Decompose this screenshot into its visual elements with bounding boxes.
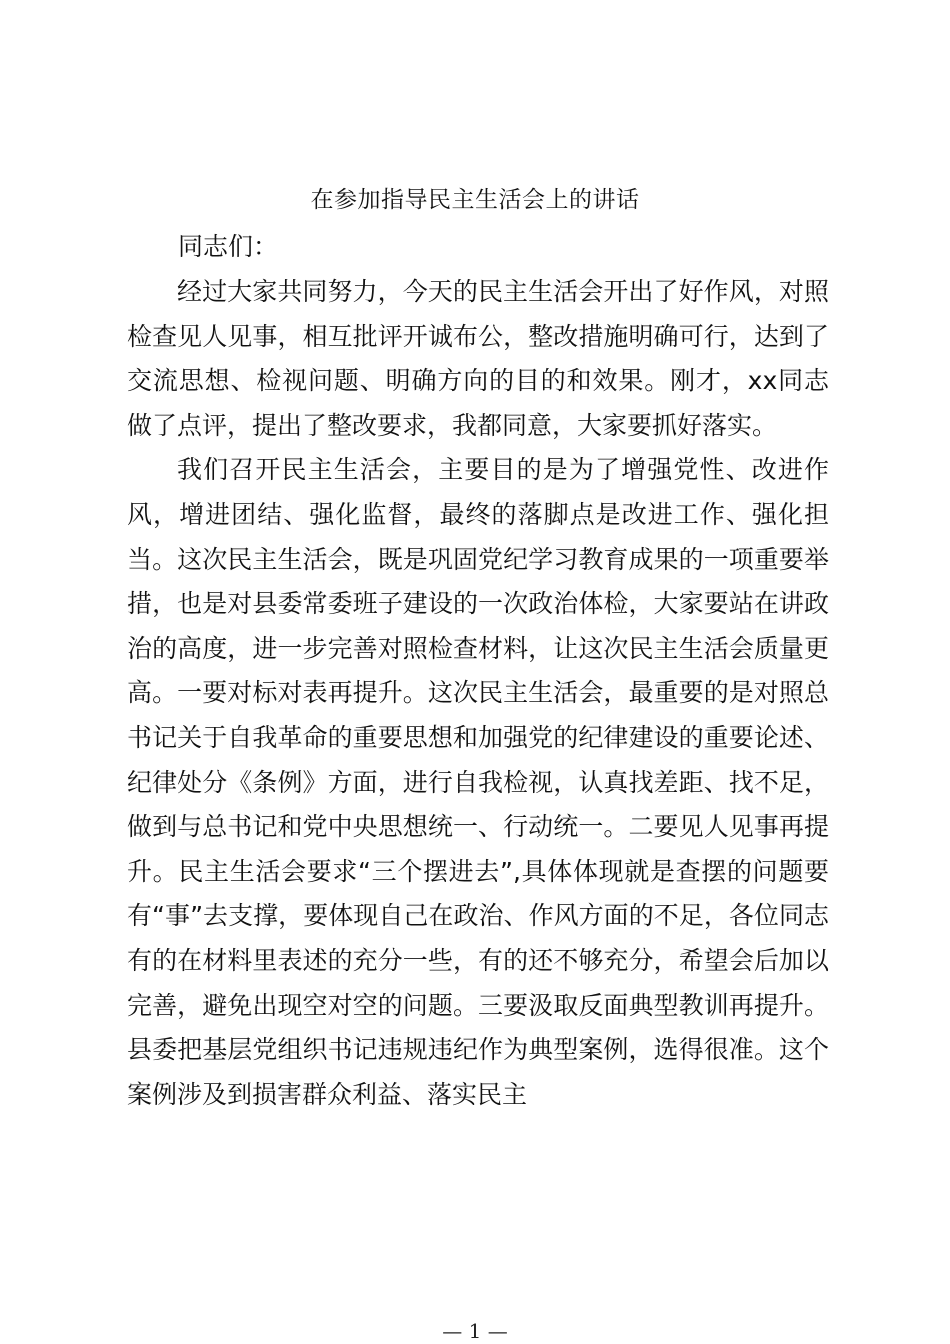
salutation: 同志们： xyxy=(178,232,279,261)
document-title: 在参加指导民主生活会上的讲话 xyxy=(310,187,640,213)
paragraph-1: 经过大家共同努力，今天的民主生活会开出了好作风，对照检查见人见事，相互批评开诚布公，整改措施明确可行，达到了交流思想、检视问题、明确方向的目的和效果。刚才，xx同志做了点评，提出了整改要求，我都同意，大家要抓好落实。 xyxy=(127,277,829,440)
document-body xyxy=(127,270,829,1117)
paragraph-2: 我们召开民主生活会，主要目的是为了增强党性、改进作风，增进团结、强化监督，最终的落脚点是改进工作、强化担当。这次民主生活会，既是巩固党纪学习教育成果的一项重要举措，也是对县委常委班子建设的一次政治体检，大家要站在讲政治的高度，进一步完善对照检查材料，让这次民主生活会质量更高。一要对标对表再提升。这次民主生活会，最重要的是对照总书记关于自我革命的重要思想和加强党的纪律建设的重要论述、纪律处分《条例》方面，进行自我检视，认真找差距、找不足，做到与总书记和党中央思想统一、行动统一。二要见人见事再提升。民主生活会要求“三个摆进去”,具体体现就是查摆的问题要有“事”去支撑，要体现自己在政治、作风方面的不足，各位同志有的在材料里表述的充分一些，有的还不够充分，希望会后加以完善，避免出现空对空的问题。三要汲取反面典型教训再提升。县委把基层党组织书记违规违纪作为典型案例，选得很准。这个案例涉及到损害群众利益、落实民主 xyxy=(127,455,829,1109)
page-number: — 1 — xyxy=(442,1319,508,1343)
